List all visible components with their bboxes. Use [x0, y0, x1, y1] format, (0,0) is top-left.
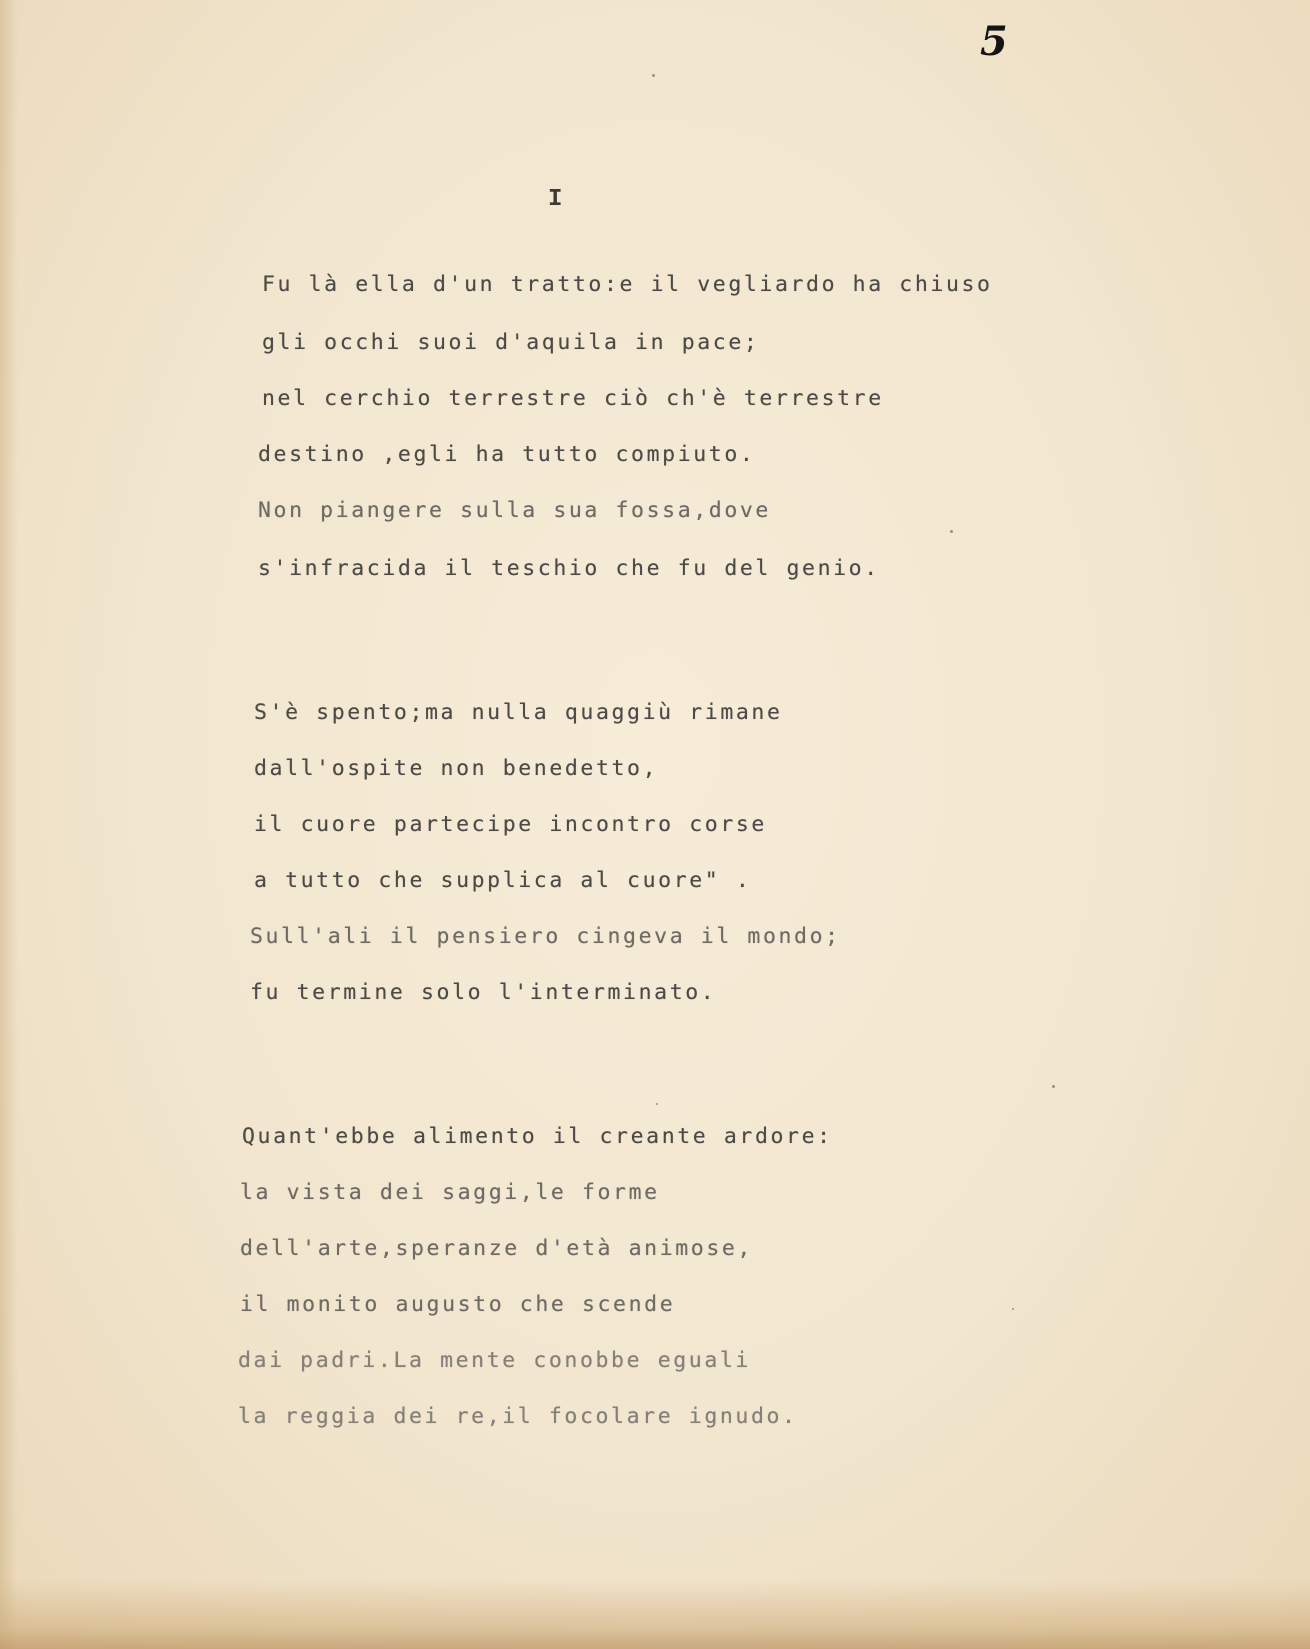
stanza-2-line-1: S'è spento;ma nulla quaggiù rimane [254, 700, 783, 725]
stanza-2-line-3: il cuore partecipe incontro corse [254, 812, 767, 837]
paper-speck [950, 530, 953, 533]
stanza-3-line-2: la vista dei saggi,le forme [240, 1180, 660, 1205]
paper-speck [652, 74, 655, 77]
page-number: 5 [980, 18, 1008, 65]
stanza-3-line-4: il monito augusto che scende [240, 1292, 676, 1317]
stanza-1-line-6: s'infracida il teschio che fu del genio. [258, 556, 880, 581]
stanza-1-line-2: gli occhi suoi d'aquila in pace; [262, 330, 760, 355]
stanza-1-line-1: Fu là ella d'un tratto:e il vegliardo ha chiuso [262, 272, 993, 297]
paper-speck [656, 1103, 658, 1105]
paper-speck [1012, 1308, 1014, 1310]
paper-speck [1052, 1085, 1055, 1088]
stanza-3-line-6: la reggia dei re,il focolare ignudo. [238, 1404, 798, 1429]
stanza-3-line-1: Quant'ebbe alimento il creante ardore: [242, 1124, 833, 1149]
paper-edge-shading [0, 0, 18, 1649]
stanza-2-line-6: fu termine solo l'interminato. [250, 980, 717, 1005]
stanza-1-line-3: nel cerchio terrestre ciò ch'è terrestre [262, 386, 884, 411]
stanza-3-line-3: dell'arte,speranze d'età animose, [240, 1236, 753, 1261]
paper-bottom-stain [0, 1579, 1310, 1649]
stanza-1-line-5: Non piangere sulla sua fossa,dove [258, 498, 771, 523]
stanza-2-line-5: Sull'ali il pensiero cingeva il mondo; [250, 924, 841, 949]
stanza-2-line-2: dall'ospite non benedetto, [254, 756, 659, 781]
section-numeral: I [548, 186, 563, 213]
stanza-1-line-4: destino ,egli ha tutto compiuto. [258, 442, 756, 467]
stanza-2-line-4: a tutto che supplica al cuore" . [254, 868, 752, 893]
stanza-3-line-5: dai padri.La mente conobbe eguali [238, 1348, 751, 1373]
